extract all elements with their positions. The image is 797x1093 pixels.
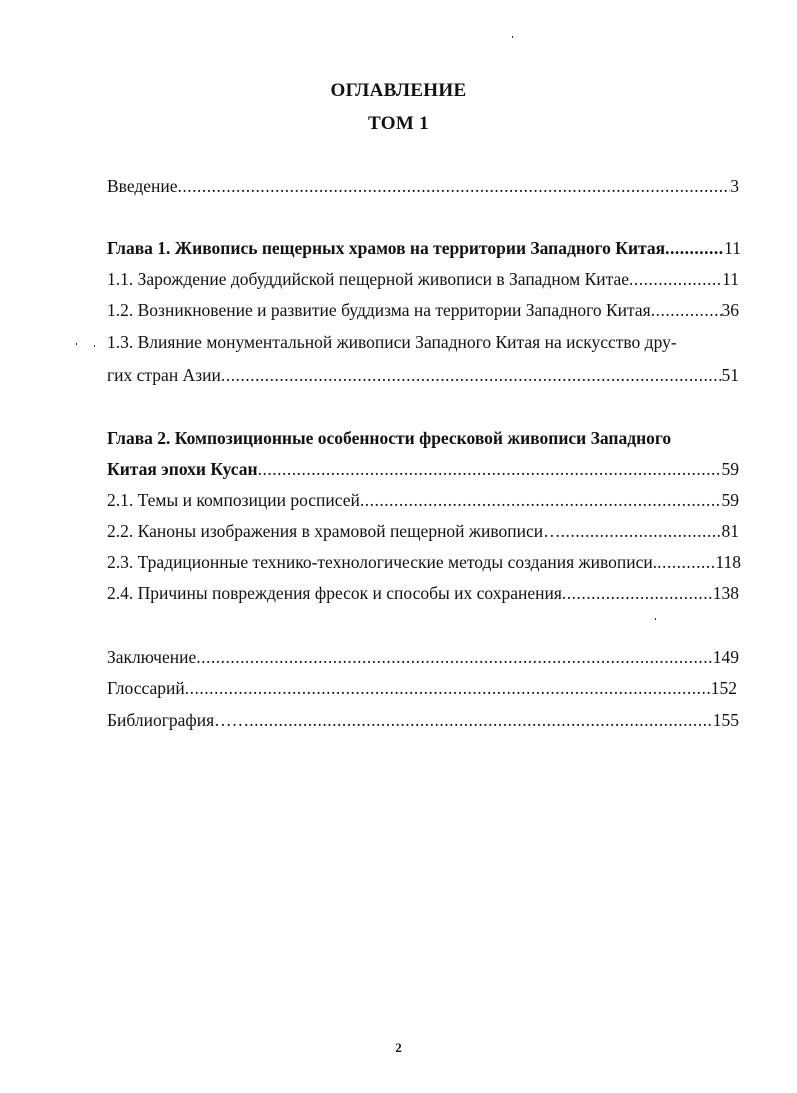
toc-entry-text: 1.2. Возникновение и развитие буддизма на территории Западного Китая (107, 300, 651, 320)
toc-entry-text: 2.1. Темы и композиции росписей (107, 490, 360, 510)
toc-entry-chapter-1 (107, 237, 741, 259)
toc-entry-text: 2.3. Традиционные технико-технологические методы создания живописи. (107, 552, 658, 572)
volume-title: ТОМ 1 (368, 113, 429, 134)
toc-entry-text: Глоссарий (107, 678, 185, 698)
leader-dots (178, 175, 731, 197)
toc-entry-section-1-2 (107, 299, 739, 321)
leader-dots (657, 551, 715, 573)
toc-entry-section-1-1 (107, 268, 739, 290)
toc-title: ОГЛАВЛЕНИЕ (330, 80, 467, 101)
toc-entry-text: 1.1. Зарождение добуддийской пещерной живописи в Западном Китае (107, 269, 630, 289)
leader-dots (196, 646, 713, 668)
toc-entry-conclusion (107, 646, 739, 668)
toc-entry-text: гих стран Азии (107, 365, 221, 385)
toc-entry-page: 138 (712, 583, 739, 603)
toc-entry-page: 59 (721, 490, 739, 510)
scan-speck (94, 345, 95, 347)
page-number: 2 (395, 1040, 402, 1055)
toc-entry-page: 149 (712, 647, 739, 667)
leader-dots (665, 237, 724, 259)
toc-entry-text: 2.2. Каноны изображения в храмовой пещерной живописи… (107, 521, 561, 541)
toc-entry-section-2-3 (107, 551, 741, 573)
toc-entry-introduction (107, 175, 739, 197)
leader-dots (185, 677, 711, 699)
leader-dots (249, 709, 713, 731)
leader-dots (629, 268, 722, 290)
toc-entry-chapter-2-line-2 (107, 458, 739, 480)
toc-entry-glossary (107, 677, 737, 699)
toc-entry-page: 59 (721, 459, 739, 479)
toc-entry-text: Заключение (107, 647, 197, 667)
toc-entry-section-1-3-line-1: 1.3. Влияние монументальной живописи Западного Китая на искусство дру- (107, 332, 677, 352)
toc-entry-page: 152 (710, 678, 737, 698)
scan-speck (655, 618, 656, 620)
toc-entry-page: 118 (715, 552, 741, 572)
leader-dots (258, 458, 722, 480)
toc-entry-page: 51 (721, 365, 739, 385)
leader-dots (561, 520, 722, 542)
toc-entry-page: 11 (724, 238, 741, 258)
toc-entry-section-2-1 (107, 489, 739, 511)
leader-dots (651, 299, 722, 321)
scan-speck (512, 36, 513, 38)
toc-entry-page: 3 (730, 176, 739, 196)
toc-entry-bibliography (107, 709, 739, 731)
leader-dots (562, 582, 713, 604)
toc-entry-page: 36 (721, 300, 739, 320)
toc-entry-page: 81 (721, 521, 739, 541)
leader-dots (221, 364, 722, 386)
toc-entry-text: Китая эпохи Кусан (107, 459, 258, 479)
toc-entry-text: Введение (107, 176, 178, 196)
leader-dots (360, 489, 722, 511)
toc-entry-section-2-4 (107, 582, 739, 604)
toc-entry-text: Библиография…… (107, 710, 250, 730)
scan-speck (76, 343, 77, 345)
toc-entry-text: Глава 1. Живопись пещерных храмов на территории Западного Китая (107, 238, 666, 258)
toc-entry-page: 155 (712, 710, 739, 730)
toc-entry-page: 11 (722, 269, 739, 289)
toc-entry-section-2-2 (107, 520, 739, 542)
toc-entry-text: 2.4. Причины повреждения фресок и способы их сохранения (107, 583, 562, 603)
toc-entry-chapter-2-line-1: Глава 2. Композиционные особенности фресковой живописи Западного (107, 428, 672, 448)
toc-entry-section-1-3-line-2 (107, 364, 739, 386)
